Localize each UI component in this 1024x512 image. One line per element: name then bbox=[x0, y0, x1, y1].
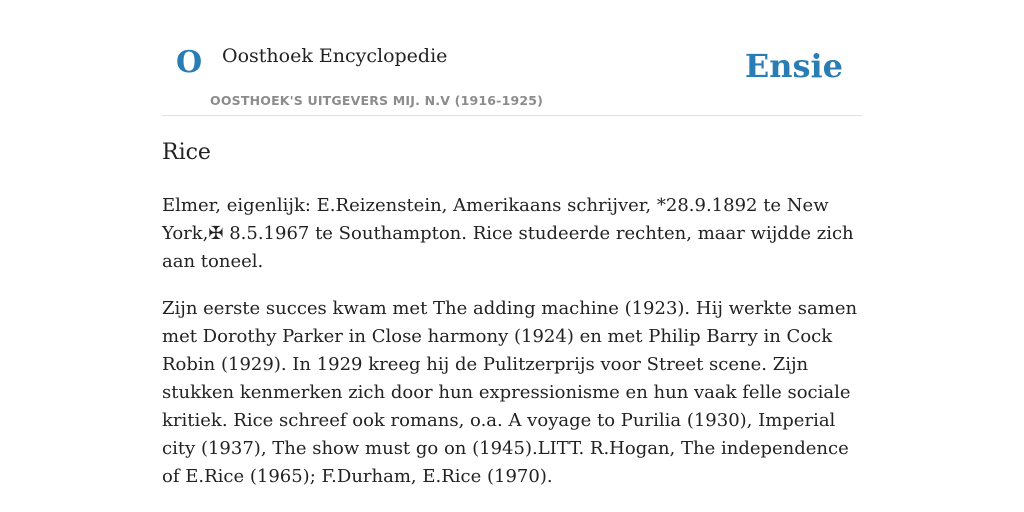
entry-body bbox=[162, 192, 862, 510]
entry-paragraph-1: Elmer, eigenlijk: E.Reizenstein, Amerikaans schrijver, *28.9.1892 te New York,✠ 8.5.1967 te Southampton. Rice studeerde rechten, maar wijdde zich aan toneel. bbox=[162, 195, 854, 272]
source-subtitle: OOSTHOEK'S UITGEVERS MIJ. N.V (1916-1925) bbox=[210, 93, 544, 108]
source-header bbox=[162, 0, 862, 116]
source-logo-letter: O bbox=[176, 45, 203, 80]
article-page bbox=[162, 0, 862, 487]
ensie-brand-logo[interactable]: Ensie bbox=[744, 47, 843, 85]
entry-paragraph-2: Zijn eerste succes kwam met The adding machine (1923). Hij werkte samen met Dorothy Parker in Close harmony (1924) en met Philip Barry in Cock Robin (1929). In 1929 kreeg hij de Pulitzerprijs voor Street scene. Zijn stukken kenmerken zich door hun expressionisme en hun vaak felle sociale kritiek. Rice schreef ook romans, o.a. A voyage to Purilia (1930), Imperial city (1937), The show must go on (1945).LITT. R.Hogan, The independence of E.Rice (1965); F.Durham, E.Rice (1970). bbox=[162, 298, 858, 487]
source-title-link[interactable]: Oosthoek Encyclopedie bbox=[222, 45, 448, 67]
entry-title: Rice bbox=[162, 140, 211, 165]
